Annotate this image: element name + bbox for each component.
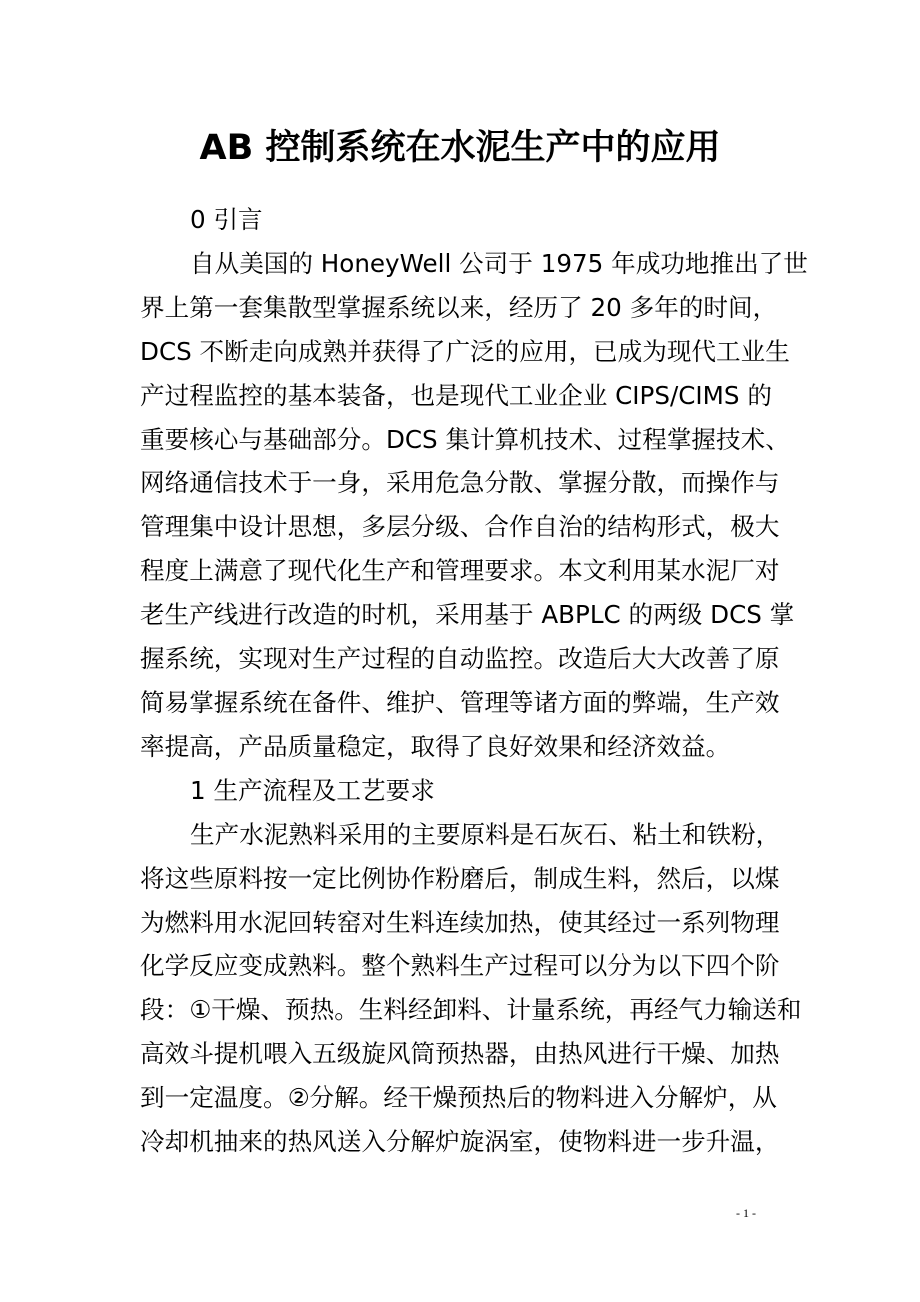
paragraph-line: 为燃料用水泥回转窑对生料连续加热，使其经过一系列物理 bbox=[140, 908, 780, 937]
page-number: - 1 - bbox=[736, 1206, 756, 1220]
paragraph-line: 将这些原料按一定比例协作粉磨后，制成生料，然后，以煤 bbox=[140, 864, 780, 893]
paragraph-line: 程度上满意了现代化生产和管理要求。本文利用某水泥厂对 bbox=[140, 556, 780, 585]
section-heading-process: 1 生产流程及工艺要求 bbox=[190, 776, 435, 805]
paragraph-line: 冷却机抽来的热风送入分解炉旋涡室，使物料进一步升温， bbox=[140, 1127, 780, 1156]
paragraph-line: 管理集中设计思想，多层分级、合作自治的结构形式，极大 bbox=[140, 512, 780, 541]
paragraph-line: 握系统，实现对生产过程的自动监控。改造后大大改善了原 bbox=[140, 644, 780, 673]
paragraph-line: 生产水泥熟料采用的主要原料是石灰石、粘土和铁粉， bbox=[190, 820, 781, 849]
paragraph-line: DCS 不断走向成熟并获得了广泛的应用，已成为现代工业生 bbox=[140, 337, 790, 366]
paragraph-line: 简易掌握系统在备件、维护、管理等诸方面的弊端，生产效 bbox=[140, 688, 780, 717]
paragraph-line: 化学反应变成熟料。整个熟料生产过程可以分为以下四个阶 bbox=[140, 951, 780, 980]
paragraph-line: 老生产线进行改造的时机，采用基于 ABPLC 的两级 DCS 掌 bbox=[140, 600, 795, 629]
paragraph-line: 产过程监控的基本装备，也是现代工业企业 CIPS/CIMS 的 bbox=[140, 381, 772, 410]
paragraph-line: 重要核心与基础部分。DCS 集计算机技术、过程掌握技术、 bbox=[140, 425, 790, 454]
paragraph-line: 网络通信技术于一身，采用危急分散、掌握分散，而操作与 bbox=[140, 468, 780, 497]
paragraph-line: 段：①干燥、预热。生料经卸料、计量系统，再经气力输送和 bbox=[140, 995, 802, 1024]
paragraph-line: 到一定温度。②分解。经干燥预热后的物料进入分解炉，从 bbox=[140, 1083, 777, 1112]
section-heading-intro: 0 引言 bbox=[190, 205, 263, 234]
paragraph-line: 界上第一套集散型掌握系统以来，经历了 20 多年的时间， bbox=[140, 293, 778, 322]
document-title: AB 控制系统在水泥生产中的应用 bbox=[199, 128, 721, 168]
paragraph-line: 率提高，产品质量稳定，取得了良好效果和经济效益。 bbox=[140, 732, 731, 761]
paragraph-line: 高效斗提机喂入五级旋风筒预热器，由热风进行干燥、加热 bbox=[140, 1039, 780, 1068]
paragraph-line: 自从美国的 HoneyWell 公司于 1975 年成功地推出了世 bbox=[190, 249, 808, 278]
